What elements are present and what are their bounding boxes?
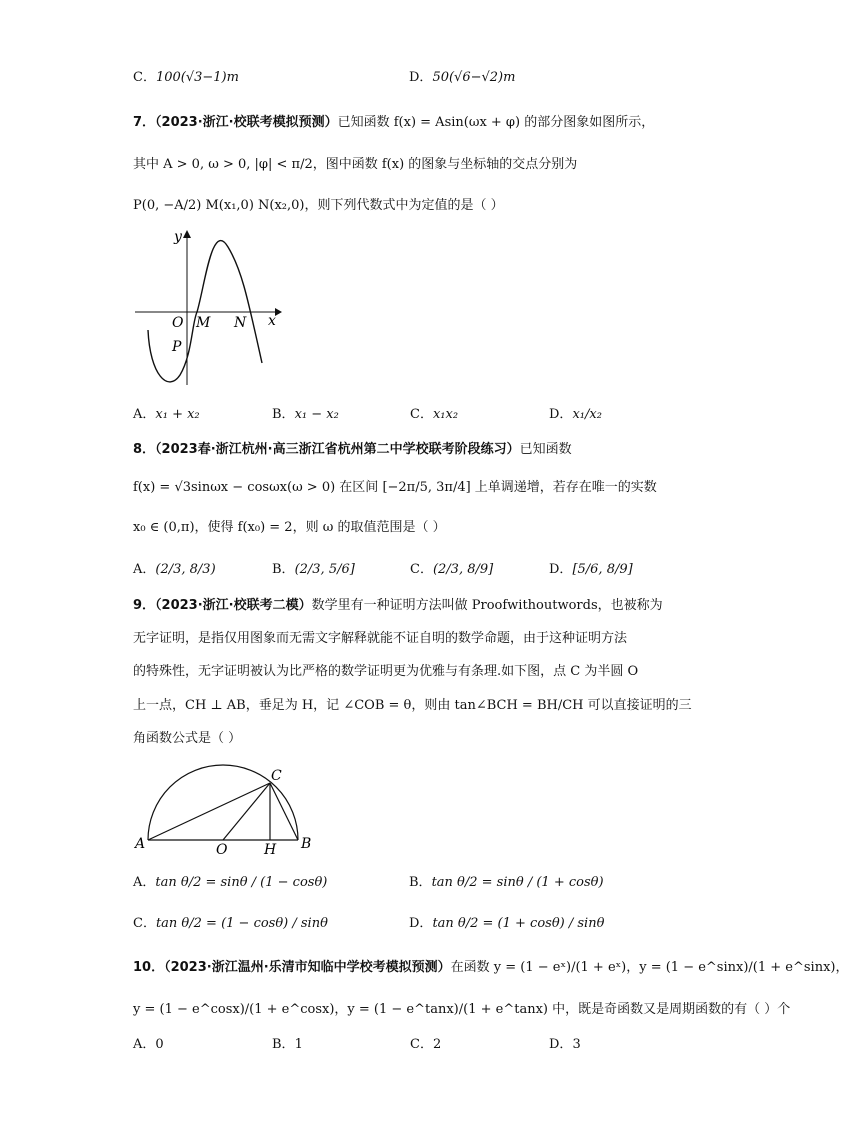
question-text: 已知函数 f(x) = Asin(ωx + φ) 的部分图象如图所示， (337, 115, 655, 130)
option-label: A． (133, 562, 156, 577)
question-source: （2023·浙江温州·乐清市知临中学校考模拟预测） (164, 960, 451, 975)
q10-option-b (272, 1035, 303, 1055)
q8-line1 (133, 440, 572, 460)
option-label: A． (133, 407, 156, 422)
option-label: C． (133, 916, 156, 931)
option-text: x₁ − x₂ (294, 407, 339, 422)
q10-option-a (133, 1035, 164, 1055)
y-label: y (174, 229, 182, 245)
option-text: 2 (432, 1037, 442, 1052)
q7-sine-graph (130, 225, 285, 390)
option-label: A． (133, 1037, 156, 1052)
option-label: B． (409, 875, 432, 890)
option-text: [5/6, 8/9] (572, 562, 633, 577)
segment-oc (223, 783, 270, 840)
q9-option-d (409, 914, 604, 934)
q7-option-a (133, 405, 200, 425)
option-label: B． (272, 562, 295, 577)
question-number: 10． (133, 960, 165, 975)
option-label: C． (410, 1037, 433, 1052)
option-label: C． (410, 407, 433, 422)
segment-cb (270, 783, 298, 840)
q7-option-b (272, 405, 339, 425)
option-text: x₁/x₂ (572, 407, 602, 422)
point-o-label: O (216, 842, 228, 858)
option-text: 1 (294, 1037, 303, 1052)
option-text: 100(√3−1)m (155, 70, 239, 85)
q9-semicircle-figure (130, 760, 320, 856)
option-text: (2/3, 5/6] (294, 562, 355, 577)
q9-line5: 角函数公式是（ ） (133, 731, 242, 746)
q10-line1 (133, 958, 848, 978)
option-label: D． (409, 916, 433, 931)
q6-option-d (409, 68, 515, 88)
point-c-label: C (271, 768, 282, 784)
q8-option-c (410, 560, 493, 580)
option-text: 0 (155, 1037, 164, 1052)
option-text: tan θ/2 = (1 − cosθ) / sinθ (155, 916, 328, 931)
q7-line1 (133, 113, 654, 133)
q6-option-c (133, 68, 239, 88)
y-axis-arrow (183, 230, 191, 238)
question-source: （2023·浙江·校联考二模） (155, 598, 312, 613)
question-number: 8． (133, 442, 156, 457)
q8-option-a (133, 560, 216, 580)
question-number: 9． (133, 598, 156, 613)
point-a-label: A (135, 836, 146, 852)
q8-option-b (272, 560, 355, 580)
option-text: x₁ + x₂ (155, 407, 200, 422)
question-number: 7． (133, 115, 156, 130)
q7-option-c (410, 405, 458, 425)
option-text: x₁x₂ (432, 407, 459, 422)
point-n-label: N (234, 315, 247, 331)
option-label: D． (549, 1037, 573, 1052)
q7-line2: 其中 A > 0, ω > 0, |φ| < π/2，图中函数 f(x) 的图象与坐标轴的交点分别为 (133, 157, 578, 172)
option-label: A． (133, 875, 156, 890)
question-text: 已知函数 (519, 442, 572, 457)
origin-label: O (172, 315, 184, 331)
q9-option-b (409, 873, 604, 893)
option-text: (2/3, 8/3) (155, 562, 216, 577)
sine-curve (148, 241, 262, 382)
q10-option-d (549, 1035, 581, 1055)
q9-line4: 上一点，CH ⊥ AB，垂足为 H，记 ∠COB = θ，则由 tan∠BCH = BH/CH 可以直接证明的三 (133, 698, 692, 713)
option-label: D． (549, 562, 573, 577)
q8-line3: x₀ ∈ (0,π)，使得 f(x₀) = 2，则 ω 的取值范围是（ ） (133, 520, 446, 535)
q7-option-d (549, 405, 602, 425)
x-axis-arrow (275, 308, 282, 316)
q9-line1 (133, 596, 663, 616)
point-h-label: H (264, 842, 277, 858)
point-p-label: P (172, 339, 182, 355)
option-label: B． (272, 1037, 295, 1052)
question-text: 在函数 y = (1 − eˣ)/(1 + eˣ)，y = (1 − e^sinx)/(1 + e^sinx)， (450, 960, 848, 975)
option-text: 50(√6−√2)m (432, 70, 516, 85)
q9-line3: 的特殊性，无字证明被认为比严格的数学证明更为优雅与有条理.如下图，点 C 为半圆 O (133, 664, 639, 679)
question-source: （2023春·浙江杭州·高三浙江省杭州第二中学校联考阶段练习） (155, 442, 520, 457)
option-label: D． (549, 407, 573, 422)
option-label: C． (133, 70, 156, 85)
option-text: 3 (572, 1037, 581, 1052)
q10-line2: y = (1 − e^cosx)/(1 + e^cosx)，y = (1 − e^tanx)/(1 + e^tanx) 中，既是奇函数又是周期函数的有（ ）个 (133, 1002, 791, 1017)
q7-line3: P(0, −A/2) M(x₁,0) N(x₂,0)，则下列代数式中为定值的是（ ） (133, 198, 504, 213)
option-label: C． (410, 562, 433, 577)
q8-line2: f(x) = √3sinωx − cosωx(ω > 0) 在区间 [−2π/5, 3π/4] 上单调递增，若存在唯一的实数 (133, 480, 657, 495)
q8-option-d (549, 560, 633, 580)
option-label: B． (272, 407, 295, 422)
x-label: x (268, 313, 276, 329)
question-text: 数学里有一种证明方法叫做 Proofwithoutwords，也被称为 (311, 598, 663, 613)
q9-option-c (133, 914, 328, 934)
q10-option-c (410, 1035, 441, 1055)
option-label: D． (409, 70, 433, 85)
point-m-label: M (196, 315, 211, 331)
question-source: （2023·浙江·校联考模拟预测） (155, 115, 338, 130)
option-text: tan θ/2 = sinθ / (1 − cosθ) (155, 875, 328, 890)
q9-option-a (133, 873, 327, 893)
point-b-label: B (301, 836, 312, 852)
option-text: tan θ/2 = (1 + cosθ) / sinθ (432, 916, 605, 931)
option-text: tan θ/2 = sinθ / (1 + cosθ) (431, 875, 604, 890)
q9-line2: 无字证明，是指仅用图象而无需文字解释就能不证自明的数学命题，由于这种证明方法 (133, 631, 628, 646)
option-text: (2/3, 8/9] (432, 562, 494, 577)
